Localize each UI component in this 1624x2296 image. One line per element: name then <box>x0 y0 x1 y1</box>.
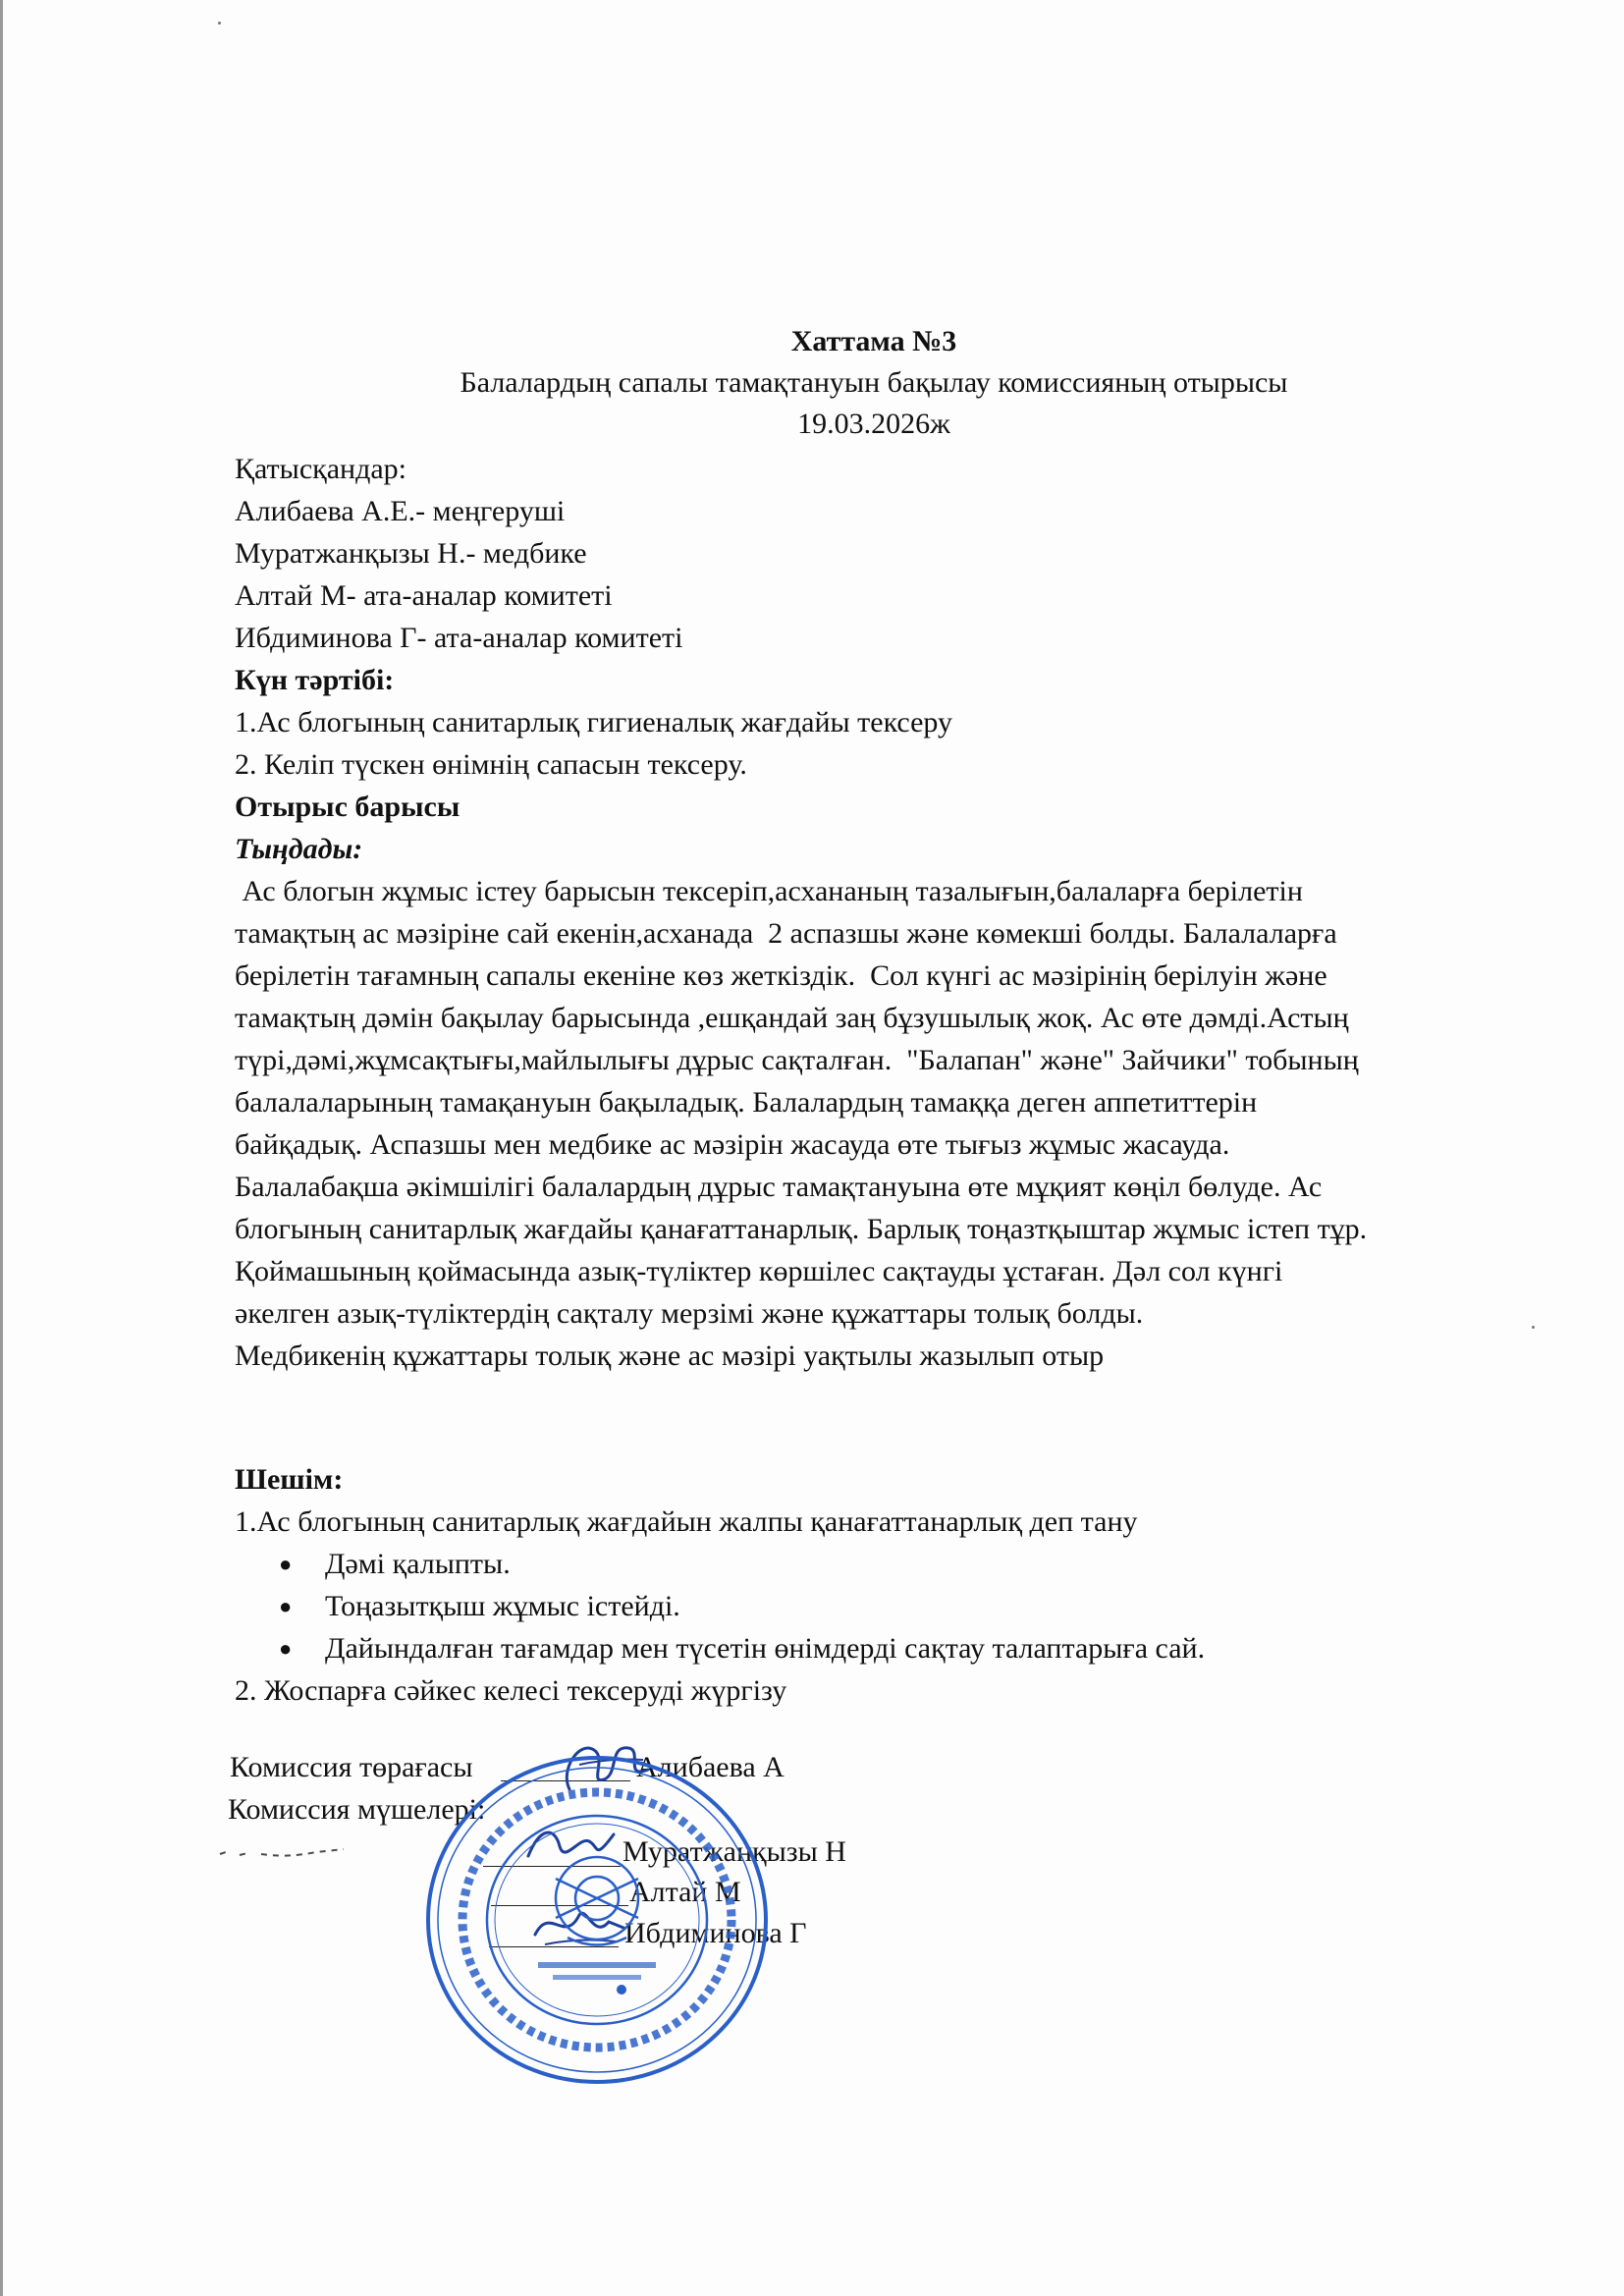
agenda-item: 1.Ас блогының санитарлық гигиеналық жағдайы тексеру <box>235 706 953 738</box>
protocol-subtitle: Балалардың сапалы тамақтануын бақылау комиссияның отырысы <box>460 366 1288 399</box>
proceedings-line: Ас блогын жұмыс істеу барысын тексеріп,асхананың тазалығын,балаларға берілетін <box>235 875 1303 907</box>
participants-heading: Қатысқандар: <box>235 453 406 485</box>
chair-label: Комиссия төрағасы <box>230 1751 473 1783</box>
members-label: Комиссия мүшелері: <box>228 1793 486 1826</box>
agenda-item: 2. Келіп түскен өнімнің сапасын тексеру. <box>235 748 747 781</box>
chair-name: Алибаева А <box>636 1751 785 1783</box>
scan-binder-edge <box>0 0 3 2296</box>
proceedings-line: балалаларының тамақануын бақыладық. Балалардың тамаққа деген аппетиттерін <box>235 1086 1258 1119</box>
protocol-title: Хаттама №3 <box>790 325 957 357</box>
listened-label: Тыңдады: <box>235 833 363 865</box>
bullet-dot-icon: ● <box>279 1636 293 1661</box>
participant-item: Алибаева А.Е.- меңгеруші <box>235 495 566 527</box>
decision-bullet-text: Дәмі қалыпты. <box>325 1548 511 1580</box>
decision-bullet <box>235 1543 1570 1585</box>
document-body <box>235 448 1570 1712</box>
document-header <box>236 322 1512 450</box>
decision-bullet-text: Тоңазытқыш жұмыс істейді. <box>325 1590 680 1622</box>
member-name: Ибдиминова Г <box>624 1917 807 1949</box>
official-round-stamp <box>420 1751 774 2090</box>
scan-speck <box>218 22 221 25</box>
proceedings-line: берілетін тағамның сапалы екеніне көз жеткіздік. Сол күнгі ас мәзірінің берілуін және <box>235 959 1327 992</box>
decision-item-1: 1.Ас блогының санитарлық жағдайын жалпы қанағаттанарлық деп тану <box>235 1505 1138 1538</box>
ink-mark <box>218 1846 365 1860</box>
proceedings-line: Балалабақша әкімшілігі балалардың дұрыс тамақтануына өте мұқият көңіл бөлуде. Ас <box>235 1171 1323 1203</box>
decision-bullet-text: Дайындалған тағамдар мен түсетін өнімдерді сақтау талаптарыға сай. <box>325 1632 1206 1665</box>
proceedings-line: блогының санитарлық жағдайы қанағаттанарлық. Барлық тоңазтқыштар жұмыс істеп тұр. <box>235 1213 1368 1245</box>
participant-item: Алтай М- ата-аналар комитеті <box>235 579 613 612</box>
proceedings-line: байқадық. Аспазшы мен медбике ас мәзірін жасауда өте тығыз жұмыс жасауда. <box>235 1128 1230 1161</box>
proceedings-line: тамақтың ас мәзіріне сай екенін,асханада 2 аспазшы және көмекші болды. Балалаларға <box>235 917 1337 950</box>
proceedings-line: түрі,дәмі,жұмсақтығы,майлылығы дұрыс сақталған. "Балапан" және" Зайчики" тобының <box>235 1044 1359 1076</box>
proceedings-line: әкелген азық-түліктердің сақталу мерзімі және құжаттары толық болды. <box>235 1297 1144 1330</box>
blank-space <box>235 1377 1570 1461</box>
bullet-dot-icon: ● <box>279 1552 293 1576</box>
proceedings-heading: Отырыс барысы <box>235 791 460 823</box>
decision-bullet <box>235 1627 1570 1669</box>
proceedings-line: тамақтың дәмін бақылау барысында ,ешқандай заң бұзушылық жоқ. Ас өте дәмді.Астың <box>235 1002 1349 1034</box>
bullet-dot-icon: ● <box>279 1594 293 1618</box>
decision-bullet <box>235 1585 1570 1627</box>
agenda-heading: Күн тәртібі: <box>235 664 395 696</box>
decision-heading: Шешім: <box>235 1463 344 1496</box>
proceedings-line: Медбикенің құжаттары толық және ас мәзірі уақтылы жазылып отыр <box>235 1339 1105 1372</box>
protocol-date: 19.03.2026ж <box>797 408 950 440</box>
participant-item: Муратжанқызы Н.- медбике <box>235 537 587 570</box>
member-name: Муратжанқызы Н <box>623 1835 846 1868</box>
member-name: Алтай М <box>629 1876 741 1908</box>
participant-item: Ибдиминова Г- ата-аналар комитеті <box>235 622 683 654</box>
proceedings-line: Қоймашының қоймасында азық-түліктер көршілес сақтауды ұстаған. Дәл сол күнгі <box>235 1255 1283 1287</box>
decision-item-2: 2. Жоспарға сәйкес келесі тексеруді жүргізу <box>235 1674 787 1707</box>
